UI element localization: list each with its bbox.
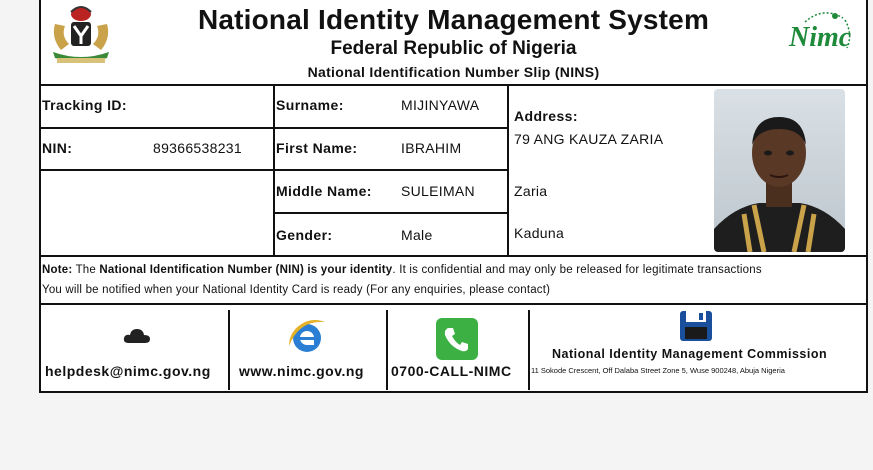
phone-link[interactable]: 0700-CALL-NIMC bbox=[391, 363, 512, 379]
divider bbox=[273, 212, 507, 214]
divider bbox=[228, 310, 230, 390]
address-state: Kaduna bbox=[514, 225, 565, 241]
address-line1: 79 ANG KAUZA ZARIA bbox=[514, 131, 664, 147]
internet-explorer-icon bbox=[285, 316, 329, 358]
slip-title: National Identification Number Slip (NINS) bbox=[307, 64, 600, 80]
first-name-label: First Name: bbox=[276, 140, 358, 156]
phone-icon bbox=[436, 318, 478, 360]
address-label: Address: bbox=[514, 108, 578, 124]
commission-name: National Identity Management Commission bbox=[552, 347, 828, 361]
nimc-logo-icon bbox=[783, 4, 863, 64]
note-bold-phrase: National Identification Number (NIN) is your identity bbox=[99, 264, 393, 276]
floppy-disk-icon bbox=[679, 310, 713, 342]
surname-value: MIJINYAWA bbox=[401, 97, 480, 113]
gender-label: Gender: bbox=[276, 227, 333, 243]
gender-value: Male bbox=[401, 227, 433, 243]
holder-photo bbox=[714, 89, 845, 252]
address-city: Zaria bbox=[514, 183, 548, 199]
divider bbox=[41, 169, 273, 171]
nin-value: 89366538231 bbox=[153, 140, 242, 156]
divider bbox=[507, 84, 509, 255]
divider bbox=[386, 310, 388, 390]
surname-label: Surname: bbox=[276, 97, 344, 113]
website-link[interactable]: www.nimc.gov.ng bbox=[239, 363, 364, 379]
nin-label: NIN: bbox=[42, 140, 73, 156]
slip-header bbox=[41, 0, 866, 86]
note-prefix: Note: bbox=[42, 264, 73, 276]
divider bbox=[41, 127, 273, 129]
tracking-id-label: Tracking ID: bbox=[42, 97, 127, 113]
nimc-logo-text: Nimc bbox=[789, 22, 852, 53]
middle-name-value: SULEIMAN bbox=[401, 183, 475, 199]
divider bbox=[41, 303, 866, 305]
page-subtitle: Federal Republic of Nigeria bbox=[330, 38, 577, 59]
divider bbox=[41, 255, 866, 257]
note-text: . It is confidential and may only be released for legitimate transactions bbox=[392, 264, 762, 276]
notification-note: You will be notified when your National Identity Card is ready (For any enquiries, please contact) bbox=[42, 284, 551, 296]
divider bbox=[273, 127, 507, 129]
page-title: National Identity Management System bbox=[197, 4, 710, 35]
middle-name-label: Middle Name: bbox=[276, 183, 372, 199]
helpdesk-email-link[interactable]: helpdesk@nimc.gov.ng bbox=[45, 363, 211, 379]
commission-address: 11 Sokode Crescent, Off Dalaba Street Zone 5, Wuse 900248, Abuja Nigeria bbox=[531, 366, 785, 375]
cloud-icon bbox=[123, 327, 151, 345]
note-text: The bbox=[72, 264, 100, 276]
first-name-value: IBRAHIM bbox=[401, 140, 462, 156]
nin-slip bbox=[39, 0, 868, 393]
divider bbox=[273, 169, 507, 171]
divider bbox=[528, 310, 530, 390]
confidentiality-note bbox=[42, 264, 762, 276]
